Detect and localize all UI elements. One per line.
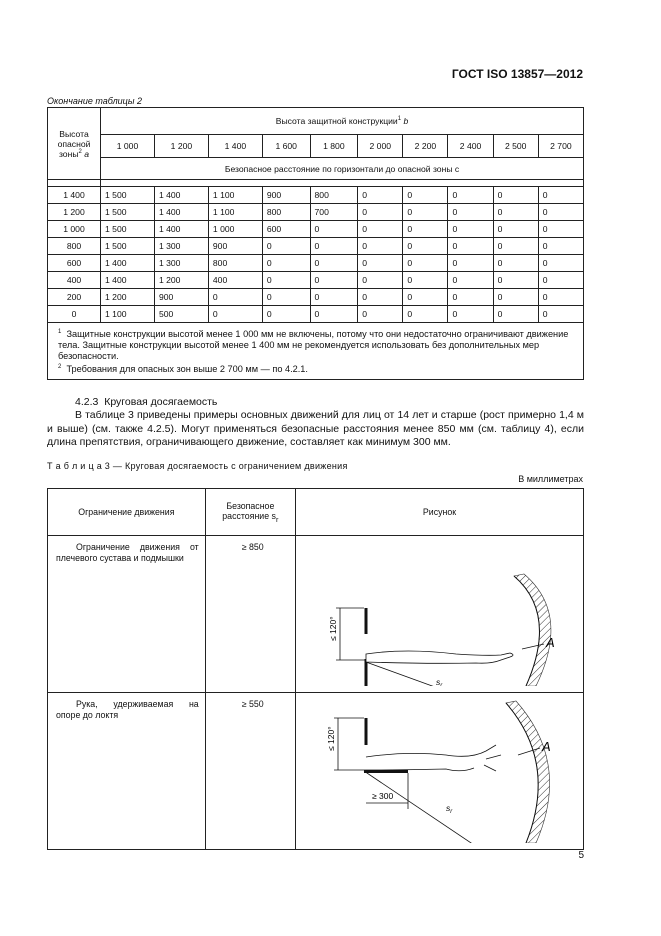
- distance-cell: 1 300: [154, 238, 208, 255]
- distance-cell: 1 500: [101, 238, 155, 255]
- distance-cell: 0: [448, 187, 493, 204]
- hazard-height: 1 000: [48, 221, 101, 238]
- distance-cell: 0: [358, 255, 403, 272]
- distance-cell: 1 200: [154, 272, 208, 289]
- header-distance: Безопасное расстояние $s_r$: [205, 489, 295, 536]
- forearm-shape: [366, 745, 501, 771]
- distance-cell: 800: [208, 255, 262, 272]
- table-footnotes: [48, 323, 584, 380]
- row1-distance: ≥ 850: [205, 536, 295, 693]
- column-value: 1 400: [208, 135, 262, 158]
- distance-cell: 0: [358, 238, 403, 255]
- distance-cell: 500: [154, 306, 208, 323]
- hazard-height: 800: [48, 238, 101, 255]
- distance-cell: 1 500: [101, 221, 155, 238]
- table-row: [48, 204, 584, 221]
- distance-cell: 0: [493, 221, 538, 238]
- distance-cell: 0: [358, 204, 403, 221]
- distance-cell: 0: [208, 289, 262, 306]
- arm-shape: [366, 651, 513, 663]
- distance-cell: 0: [493, 306, 538, 323]
- distance-cell: 0: [448, 272, 493, 289]
- distance-cell: 0: [538, 289, 583, 306]
- table-row: [48, 289, 584, 306]
- table-row: [48, 187, 584, 204]
- column-header-title: Высота защитной конструкции$^1$ b: [101, 108, 584, 135]
- distance-cell: 1 400: [101, 272, 155, 289]
- distance-cell: 1 500: [101, 187, 155, 204]
- distance-cell: 1 200: [101, 289, 155, 306]
- distance-cell: 1 400: [154, 204, 208, 221]
- distance-cell: 0: [262, 306, 310, 323]
- distance-cell: 0: [448, 238, 493, 255]
- row-header-cell: Высота опасной зоны$^2$ a: [48, 108, 101, 180]
- header-limit: Ограничение движения: [48, 489, 206, 536]
- header-figure: Рисунок: [296, 489, 584, 536]
- hazard-height: 0: [48, 306, 101, 323]
- distance-cell: 0: [493, 187, 538, 204]
- distance-cell: 0: [538, 238, 583, 255]
- distance-cell: 0: [538, 221, 583, 238]
- row2-figure: [296, 693, 584, 850]
- table3-units: В миллиметрах: [518, 474, 583, 484]
- distance-cell: 0: [403, 204, 448, 221]
- distance-cell: 0: [493, 238, 538, 255]
- column-value: 2 400: [448, 135, 493, 158]
- sr-label: $s_r$: [436, 677, 443, 686]
- distance-cell: 0: [310, 306, 358, 323]
- distance-cell: 0: [493, 289, 538, 306]
- hazard-height: 600: [48, 255, 101, 272]
- column-value: 1 800: [310, 135, 358, 158]
- distance-cell: 0: [262, 272, 310, 289]
- distance-cell: 1 300: [154, 255, 208, 272]
- reach-table: [47, 488, 584, 850]
- table-row: [48, 272, 584, 289]
- distance-cell: 0: [310, 289, 358, 306]
- footnote-2: $^2$ Требования для опасных зон выше 2 700 мм — по 4.2.1.: [58, 364, 308, 375]
- distance-cell: 0: [358, 221, 403, 238]
- support-length-label: ≥ 300: [372, 791, 394, 801]
- label-a-2: A: [542, 739, 551, 754]
- distance-cell: 0: [358, 187, 403, 204]
- table-row: [48, 221, 584, 238]
- distance-cell: 0: [448, 306, 493, 323]
- distance-cell: 0: [448, 221, 493, 238]
- distance-cell: 1 100: [208, 187, 262, 204]
- shoulder-reach-diagram: [296, 536, 583, 686]
- distance-cell: 0: [358, 272, 403, 289]
- elbow-reach-diagram: [296, 693, 583, 843]
- row2-distance: ≥ 550: [205, 693, 295, 850]
- label-a: A: [546, 635, 555, 650]
- distance-cell: 0: [358, 289, 403, 306]
- distance-cell: 900: [262, 187, 310, 204]
- table-body: [48, 187, 584, 323]
- hazard-height: 400: [48, 272, 101, 289]
- distance-cell: 0: [493, 255, 538, 272]
- hazard-height: 200: [48, 289, 101, 306]
- distance-cell: 0: [403, 255, 448, 272]
- distance-cell: 0: [403, 187, 448, 204]
- distance-cell: 1 400: [101, 255, 155, 272]
- distance-cell: 0: [358, 306, 403, 323]
- row1-limit: Ограничение движения от плечевого сустава и подмышки: [48, 536, 206, 693]
- angle-label-2: ≤ 120°: [326, 726, 336, 751]
- distance-cell: 400: [208, 272, 262, 289]
- distance-cell: 0: [262, 289, 310, 306]
- table-continuation-label: Окончание таблицы 2: [47, 96, 142, 106]
- hazard-height: 1 400: [48, 187, 101, 204]
- distance-cell: 800: [262, 204, 310, 221]
- distance-cell: 0: [538, 255, 583, 272]
- distance-cell: 1 400: [154, 221, 208, 238]
- distance-cell: 0: [403, 238, 448, 255]
- distance-cell: 1 100: [101, 306, 155, 323]
- distance-cell: 0: [403, 272, 448, 289]
- distance-cell: 0: [403, 289, 448, 306]
- column-value: 1 200: [154, 135, 208, 158]
- distance-cell: 800: [310, 187, 358, 204]
- sr-line-2: [364, 771, 486, 843]
- column-value: 1 000: [101, 135, 155, 158]
- distance-cell: 0: [310, 221, 358, 238]
- standard-header: ГОСТ ISO 13857—2012: [451, 67, 583, 81]
- table-row: [48, 306, 584, 323]
- distance-cell: 0: [538, 272, 583, 289]
- footnote-1: $^1$ Защитные конструкции высотой менее 1 000 мм не включены, потому что они недостаточно ограничивают движение тела. Защитные конструкции высотой менее 1 400 мм не рекомендуется использовать без дополнительных мер безопасности.: [58, 329, 569, 362]
- distance-cell: 0: [538, 187, 583, 204]
- angle-label: ≤ 120°: [328, 616, 338, 641]
- distance-cell: 0: [538, 306, 583, 323]
- page-number: 5: [578, 850, 584, 861]
- distance-cell: 1 400: [154, 187, 208, 204]
- hazard-height: 1 200: [48, 204, 101, 221]
- row1-figure: [296, 536, 584, 693]
- distance-cell: 0: [310, 255, 358, 272]
- distance-cell: 600: [262, 221, 310, 238]
- distance-cell: 0: [448, 289, 493, 306]
- sr-label-2: $s_r$: [446, 803, 453, 815]
- safety-distance-table: [47, 107, 584, 380]
- distance-cell: 0: [493, 272, 538, 289]
- band-label: Безопасное расстояние по горизонтали до опасной зоны c: [101, 158, 584, 180]
- column-value: 2 200: [403, 135, 448, 158]
- distance-cell: 0: [493, 204, 538, 221]
- distance-cell: 1 100: [208, 204, 262, 221]
- distance-cell: 900: [154, 289, 208, 306]
- support-bar: [364, 770, 408, 773]
- distance-cell: 0: [448, 204, 493, 221]
- column-values-row: [48, 135, 584, 158]
- row2-limit: Рука, удерживаемая на опоре до локтя: [48, 693, 206, 850]
- reach-arc-hatch-2: [506, 701, 550, 843]
- distance-cell: 1 500: [101, 204, 155, 221]
- table-row: [48, 255, 584, 272]
- distance-cell: 0: [403, 221, 448, 238]
- distance-cell: 0: [208, 306, 262, 323]
- distance-cell: 900: [208, 238, 262, 255]
- distance-cell: 1 000: [208, 221, 262, 238]
- body-paragraph: В таблице 3 приведены примеры основных движений для лиц от 14 лет и старше (рост примерно 1,4 м и выше) (см. также 4.2.5). Могут применяться безопасные расстояния менее 850 мм (см. таблицу 4), если длина препятствия, ограничивающего движение, составляет как минимум 300 мм.: [47, 409, 584, 448]
- distance-cell: 0: [310, 238, 358, 255]
- section-heading: 4.2.3 Круговая досягаемость: [75, 396, 218, 408]
- distance-cell: 0: [310, 272, 358, 289]
- column-value: 1 600: [262, 135, 310, 158]
- distance-cell: 0: [262, 238, 310, 255]
- distance-cell: 0: [538, 204, 583, 221]
- column-value: 2 000: [358, 135, 403, 158]
- column-value: 2 700: [538, 135, 583, 158]
- table-row: [48, 238, 584, 255]
- table3-caption: Т а б л и ц а 3 — Круговая досягаемость с ограничением движения: [47, 461, 348, 471]
- distance-cell: 0: [262, 255, 310, 272]
- sr-line: [366, 662, 526, 686]
- distance-cell: 0: [448, 255, 493, 272]
- column-value: 2 500: [493, 135, 538, 158]
- distance-cell: 0: [403, 306, 448, 323]
- distance-cell: 700: [310, 204, 358, 221]
